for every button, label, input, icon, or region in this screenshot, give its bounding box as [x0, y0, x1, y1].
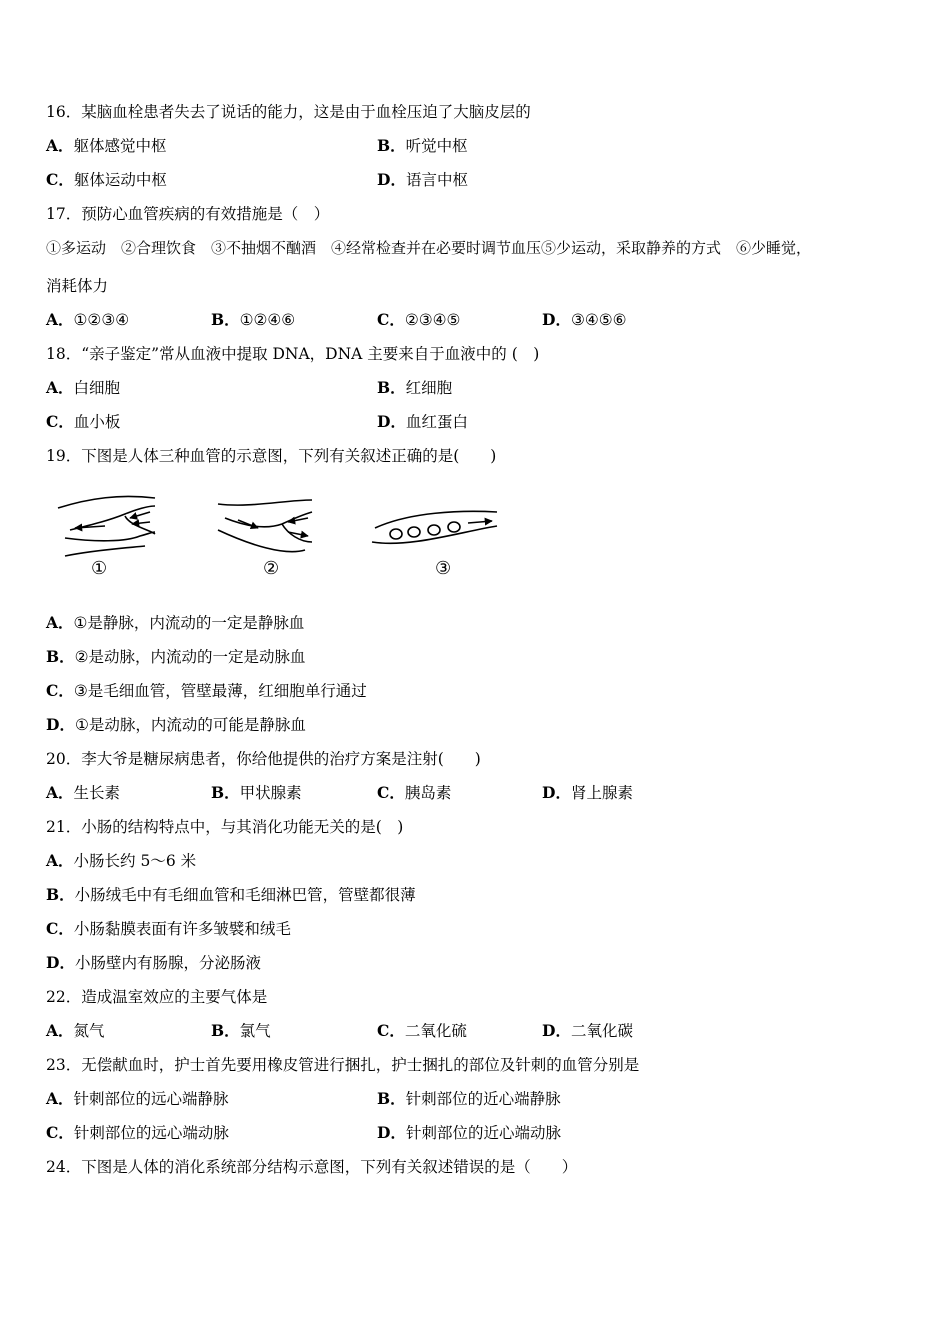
- vessel-3-drawing: [372, 511, 497, 543]
- vessel-1-label: ①: [91, 558, 108, 579]
- q19-option-b: B．②是动脉，内流动的一定是动脉血: [46, 647, 306, 666]
- q19-option-a: A．①是静脉，内流动的一定是静脉血: [46, 613, 305, 632]
- q16-option-b: B．听觉中枢: [377, 136, 468, 155]
- q20-option-d: D．肾上腺素: [542, 783, 633, 802]
- q23-option-d: D．针刺部位的近心端动脉: [377, 1123, 561, 1142]
- vessel-2-drawing: [218, 500, 312, 552]
- question-21-stem: 21．小肠的结构特点中，与其消化功能无关的是( ): [46, 818, 404, 836]
- q23-option-a: A．针刺部位的远心端静脉: [46, 1089, 229, 1108]
- q22-option-a: A．氮气: [46, 1021, 105, 1040]
- q20-option-c: C．胰岛素: [377, 783, 452, 802]
- question-19-stem: 19．下图是人体三种血管的示意图，下列有关叙述正确的是( ): [46, 447, 497, 465]
- blood-vessel-figure: [50, 490, 510, 585]
- q22-option-b: B．氯气: [211, 1021, 271, 1040]
- q19-option-c: C．③是毛细血管，管壁最薄，红细胞单行通过: [46, 681, 367, 700]
- q16-option-d: D．语言中枢: [377, 170, 468, 189]
- q23-option-b: B．针刺部位的近心端静脉: [377, 1089, 561, 1108]
- q21-option-d: D．小肠壁内有肠腺，分泌肠液: [46, 953, 261, 972]
- q17-option-a: A．①②③④: [46, 310, 130, 329]
- q21-option-b: B．小肠绒毛中有毛细血管和毛细淋巴管，管壁都很薄: [46, 885, 416, 904]
- question-20-stem: 20．李大爷是糖尿病患者，你给他提供的治疗方案是注射( ): [46, 750, 481, 768]
- q17-option-c: C．②③④⑤: [377, 310, 461, 329]
- vessel-2-label: ②: [263, 558, 280, 579]
- q18-option-a: A．白细胞: [46, 378, 121, 397]
- vessel-3-label: ③: [435, 558, 452, 579]
- q20-option-a: A．生长素: [46, 783, 121, 802]
- q23-option-c: C．针刺部位的远心端动脉: [46, 1123, 229, 1142]
- q22-option-d: D．二氧化碳: [542, 1021, 633, 1040]
- question-17-stem-line3: 消耗体力: [46, 277, 109, 295]
- q17-option-b: B．①②④⑥: [211, 310, 296, 329]
- question-16-stem: 16．某脑血栓患者失去了说话的能力，这是由于血栓压迫了大脑皮层的: [46, 103, 531, 121]
- q19-option-d: D．①是动脉，内流动的可能是静脉血: [46, 715, 306, 734]
- q16-option-c: C．躯体运动中枢: [46, 170, 167, 189]
- question-23-stem: 23．无偿献血时，护士首先要用橡皮管进行捆扎，护士捆扎的部位及针刺的血管分别是: [46, 1056, 640, 1074]
- q21-option-a: A．小肠长约 5～6 米: [46, 851, 197, 870]
- q18-option-c: C．血小板: [46, 412, 121, 431]
- question-17-stem-line2: ①多运动 ②合理饮食 ③不抽烟不酗酒 ④经常检查并在必要时调节血压⑤少运动，采取静养的方式 ⑥少睡觉，: [46, 239, 812, 257]
- question-18-stem: 18．“亲子鉴定”常从血液中提取 DNA，DNA 主要来自于血液中的 ( ): [46, 345, 540, 363]
- q22-option-c: C．二氧化硫: [377, 1021, 467, 1040]
- question-17-stem: 17．预防心血管疾病的有效措施是（ ）: [46, 205, 330, 223]
- question-24-stem: 24．下图是人体的消化系统部分结构示意图，下列有关叙述错误的是（ ）: [46, 1158, 578, 1176]
- q21-option-c: C．小肠黏膜表面有许多皱襞和绒毛: [46, 919, 291, 938]
- vessel-1-drawing: [58, 496, 155, 556]
- q18-option-d: D．血红蛋白: [377, 412, 468, 431]
- q16-option-a: A．躯体感觉中枢: [46, 136, 167, 155]
- q17-option-d: D．③④⑤⑥: [542, 310, 627, 329]
- q20-option-b: B．甲状腺素: [211, 783, 302, 802]
- question-22-stem: 22．造成温室效应的主要气体是: [46, 988, 268, 1006]
- q18-option-b: B．红细胞: [377, 378, 453, 397]
